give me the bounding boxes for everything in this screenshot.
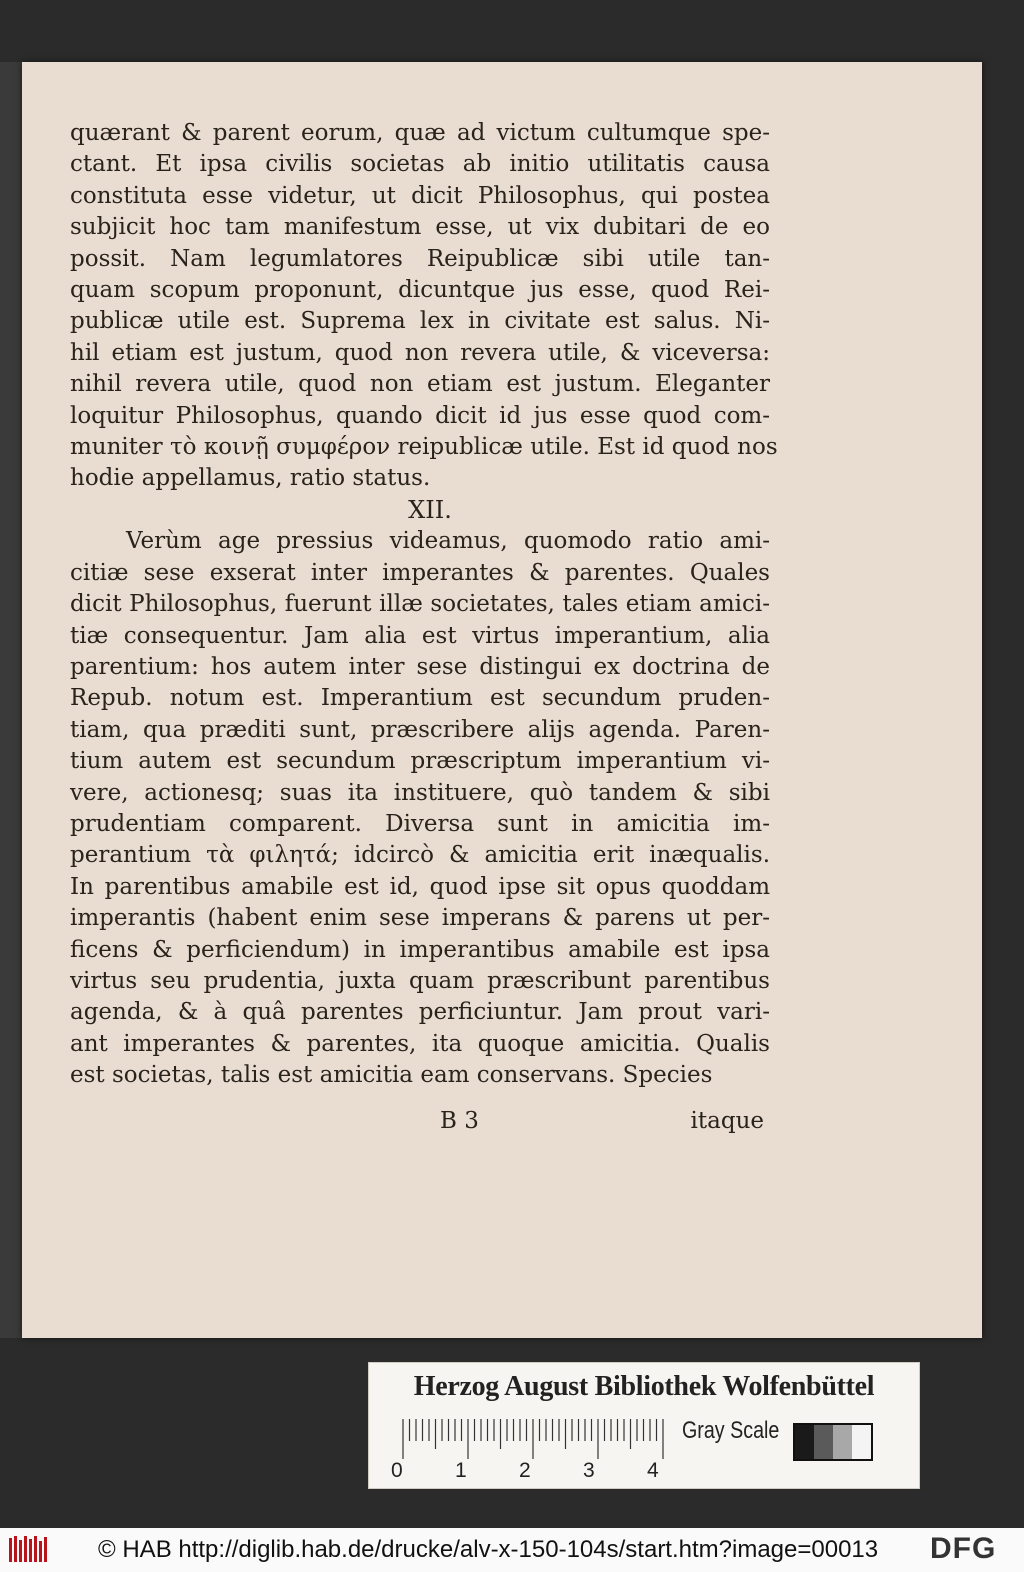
source-url: © HAB http://diglib.hab.de/drucke/alv-x-150-104s/start.htm?image=00013 [98,1536,879,1563]
text-line: nihil revera utile, quod non etiam est justum. Eleganter [70,371,770,398]
library-color-card [368,1362,920,1489]
paragraph-1 [70,118,778,495]
gray-swatch [795,1425,814,1459]
ruler-number: 3 [583,1459,595,1482]
text-line: Verùm age pressius videamus, quomodo ratio ami- [126,528,770,555]
text-line: ctant. Et ipsa civilis societas ab initio utilitatis causa [70,151,770,178]
text-line: est societas, talis est amicitia eam conservans. Species [70,1062,713,1089]
text-line: ficens & perficiendum) in imperantibus amabile est ipsa [70,936,770,963]
text-line: hodie appellamus, ratio status. [70,465,431,492]
text-line: virtus seu prudentia, juxta quam præscribunt parentibus [70,967,770,994]
ruler-number: 0 [391,1459,403,1482]
text-line: quærant & parent eorum, quæ ad victum cultumque spe- [70,120,770,146]
hab-logo-icon [8,1534,48,1564]
text-line: possit. Nam legumlatores Reipublicæ sibi utile tan- [70,245,770,272]
text-line: quam scopum proponunt, dicuntque jus esse, quod Rei- [70,277,770,304]
text-line: tium autem est secundum præscriptum imperantium vi- [70,748,770,775]
section-heading: XII. [408,495,452,524]
ruler-numbers [391,1459,691,1483]
page-edge [0,62,22,1338]
dfg-logo: DFG [930,1532,997,1565]
signature-mark: B 3 [440,1108,479,1134]
gray-swatch [852,1425,871,1459]
text-line: agenda, & à quâ parentes perficiuntur. Jam prout vari- [70,999,770,1026]
paragraph-2 [70,526,770,1091]
text-line: hil etiam est justum, quod non revera utile, & viceversa: [70,339,770,366]
text-line: parentium: hos autem inter sese distingui ex doctrina de [70,653,770,680]
text-line: vere, actionesq; suas ita instituere, quò tandem & sibi [70,779,770,806]
text-line: dicit Philosophus, fuerunt illæ societates, tales etiam amici- [70,591,770,618]
text-line: prudentiam comparent. Diversa sunt in amicitia im- [70,810,770,837]
text-line: ant imperantes & parentes, ita quoque amicitia. Qualis [70,1030,770,1057]
text-line: Repub. notum est. Imperantium est secundum pruden- [70,685,770,712]
gray-swatch [814,1425,833,1459]
ruler-scale [401,1415,665,1461]
text-line: publicæ utile est. Suprema lex in civitate est salus. Ni- [70,308,770,335]
text-line: perantium τὰ φιλητά; idcircò & amicitia erit inæqualis. [70,842,770,869]
text-line: imperantis (habent enim sese imperans & parens ut per- [70,905,770,932]
text-line: muniter τὸ κοινῇ συμφέρον reipublicæ utile. Est id quod nos [70,434,778,461]
catchword: itaque [690,1108,764,1134]
text-line: citiæ sese exserat inter imperantes & parentes. Quales [70,559,770,586]
gray-swatch [833,1425,852,1459]
ruler-number: 1 [455,1459,467,1482]
ruler-number: 2 [519,1459,531,1482]
footer-bar [0,1528,1024,1572]
text-line: tiam, qua præditi sunt, præscribere alijs agenda. Paren- [70,716,770,743]
library-name: Herzog August Bibliothek Wolfenbüttel [413,1371,875,1402]
gray-scale-label: Gray Scale [682,1417,780,1444]
text-line: loquitur Philosophus, quando dicit id jus esse quod com- [70,402,770,429]
ruler-number: 4 [647,1459,659,1482]
text-line: subjicit hoc tam manifestum esse, ut vix dubitari de eo [70,214,770,241]
gray-scale-swatches [793,1423,873,1461]
text-line: constituta esse videtur, ut dicit Philosophus, qui postea [70,182,770,209]
text-line: In parentibus amabile est id, quod ipse sit opus quoddam [70,873,770,900]
page-text [70,118,778,1092]
text-line: tiæ consequentur. Jam alia est virtus imperantium, alia [70,622,770,649]
